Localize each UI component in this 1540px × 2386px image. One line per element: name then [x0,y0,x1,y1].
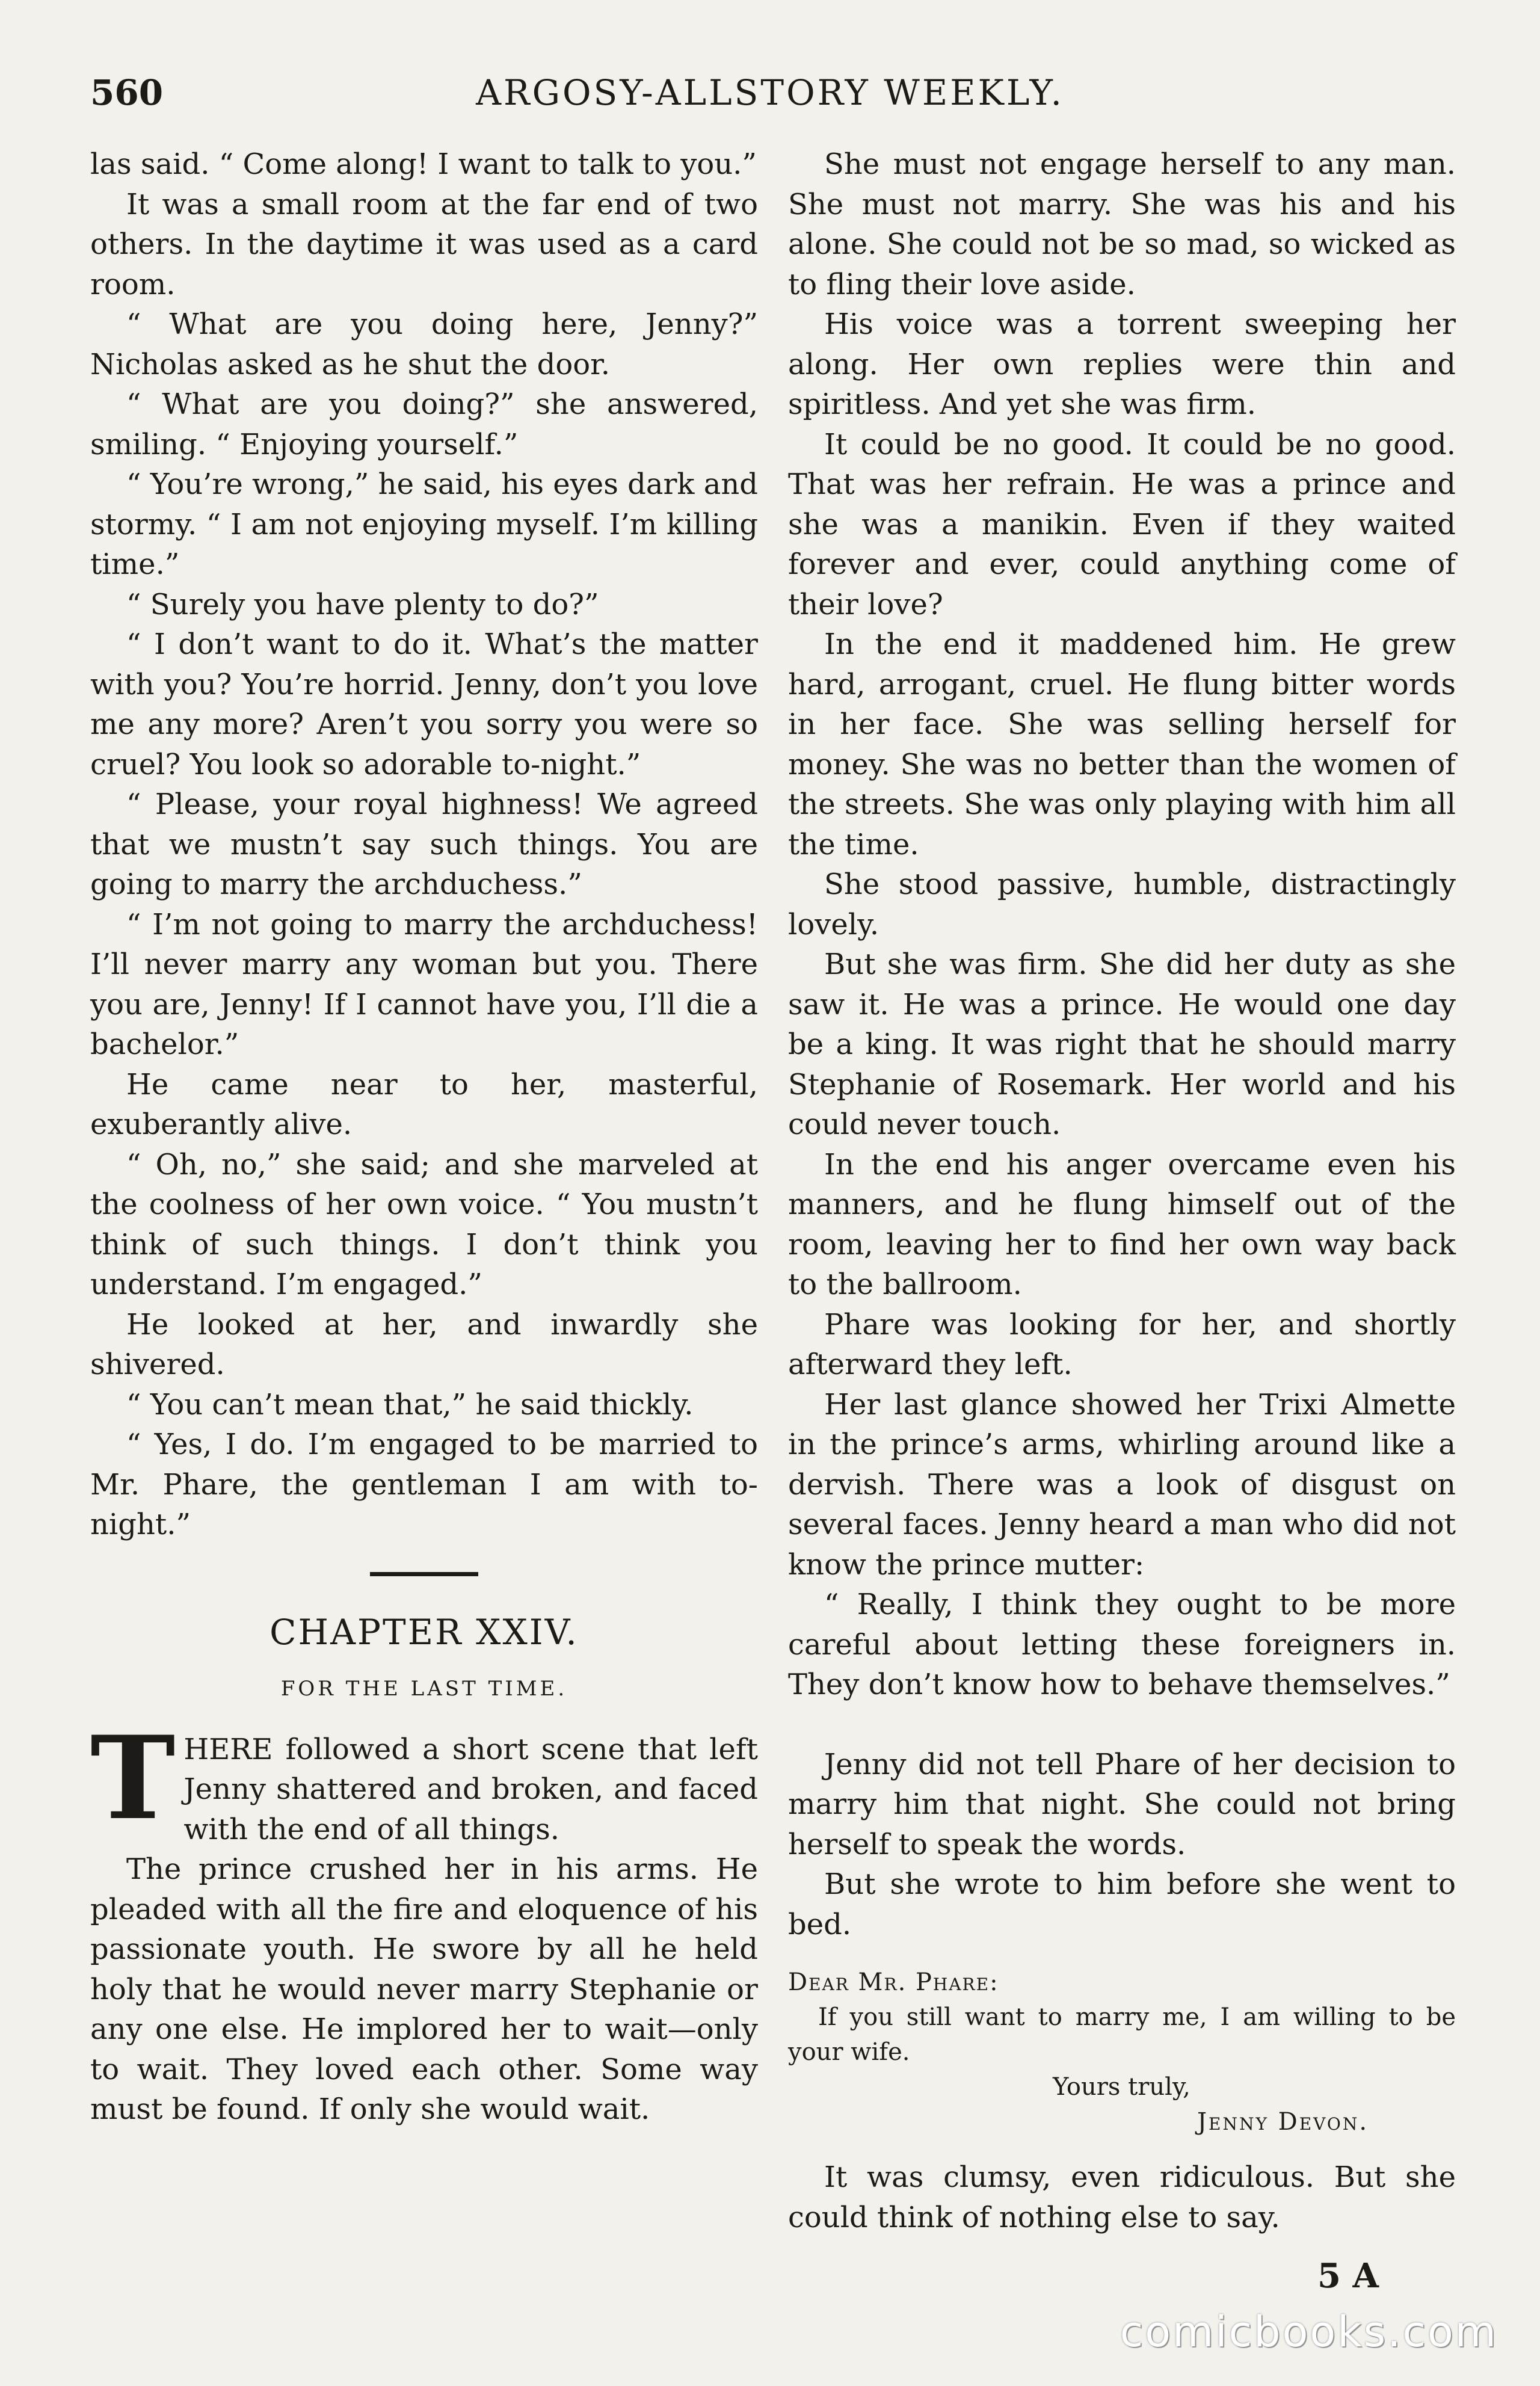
paragraph: He came near to her, masterful, exuberantly alive. [90,1067,758,1141]
paragraph: He looked at her, and inwardly she shivered. [90,1307,758,1381]
paragraph: She must not engage herself to any man. She must not marry. She was his and his alone. She could not be so mad, so wicked as to fling their love aside. [788,147,1456,301]
paragraph: But she was firm. She did her duty as she saw it. He was a prince. He would one day be a king. It was right that he should marry Stephanie of Rosemark. Her world and his could never touch. [788,948,1456,1141]
letter [788,1965,1456,2139]
paragraph: “ Really, I think they ought to be more careful about letting these foreigners in. They don’t know how to behave themselves.” [788,1588,1456,1701]
running-title: ARGOSY-ALLSTORY WEEKLY. [476,72,1064,113]
letter-signature: Jenny Devon. [1197,2108,1369,2136]
paragraph: Phare was looking for her, and shortly afterward they left. [788,1307,1456,1381]
paragraph: “ Surely you have plenty to do?” [126,587,599,621]
watermark: comicbooks.com [1120,2307,1498,2357]
paragraph: “ I don’t want to do it. What’s the matter with you? You’re horrid. Jenny, don’t you love me any more? Aren’t you sorry you were so cruel? You look so adorable to-night.” [90,627,758,781]
opening-paragraph: HERE followed a short scene that left Jenny shattered and broken, and faced with the end of all things. [183,1732,758,1846]
paragraph: She stood passive, humble, distractingly lovely. [788,868,1456,942]
paragraph: “ I’m not going to marry the archduchess! I’ll never marry any woman but you. There you are, Jenny! If I cannot have you, I’ll die a bachelor.” [90,907,758,1061]
printer-signature-mark: 5 A [1317,2256,1379,2296]
letter-closing: Yours truly, [1053,2073,1190,2101]
paragraph: The prince crushed her in his arms. He pleaded with all the fire and eloquence of his passionate youth. He swore by all he held holy that he would never marry Stephanie or any one else. He implored her to wait—only to wait. They loved each other. Some way must be found. If only she would wait. [90,1852,758,2126]
paragraph: In the end it maddened him. He grew hard, arrogant, cruel. He flung bitter words in her face. She was selling herself for money. She was no better than the women of the streets. She was only playing with him all the time. [788,627,1456,862]
paragraph: “ Yes, I do. I’m engaged to be married to Mr. Phare, the gentleman I am with to-night.” [90,1428,758,1541]
paragraph: “ You’re wrong,” he said, his eyes dark and stormy. “ I am not enjoying myself. I’m killing time.” [90,467,758,581]
chapter-title: CHAPTER XXIV. [270,1611,579,1653]
paragraph: “ What are you doing?” she answered, smiling. “ Enjoying yourself.” [90,387,758,461]
drop-cap: T [90,1710,176,1845]
paragraph: But she wrote to him before she went to bed. [788,1867,1456,1941]
paragraph: Jenny did not tell Phare of her decision to marry him that night. She could not bring herself to speak the words. [788,1747,1456,1861]
paragraph: las said. “ Come along! I want to talk to you.” [90,147,757,181]
chapter-opening [90,1710,758,1850]
paragraph: “ What are you doing here, Jenny?” Nicholas asked as he shut the door. [90,307,758,381]
page-number: 560 [90,72,164,113]
paragraph: “ You can’t mean that,” he said thickly. [126,1387,694,1422]
paragraph: His voice was a torrent sweeping her along. Her own replies were thin and spiritless. And yet she was firm. [788,307,1456,421]
letter-salutation: Dear Mr. Phare: [788,1968,999,1996]
chapter-subtitle: FOR THE LAST TIME. [280,1677,568,1701]
section-gap [788,1705,1456,1745]
paragraph: It was a small room at the far end of two others. In the daytime it was used as a card room. [90,187,758,301]
letter-body: If you still want to marry me, I am willing to be your wife. [788,2003,1456,2066]
left-column [90,144,758,2130]
paragraph: Her last glance showed her Trixi Almette in the prince’s arms, whirling around like a dervish. There was a look of disgust on several faces. Jenny heard a man who did not know the prince mutter: [788,1387,1456,1582]
page-header [90,72,1450,126]
paragraph: It was clumsy, even ridiculous. But she could think of nothing else to say. [788,2160,1456,2234]
section-divider [370,1572,478,1576]
right-column [788,144,1456,2237]
paragraph: “ Oh, no,” she said; and she marveled at the coolness of her own voice. “ You mustn’t think of such things. I don’t think you understand. I’m engaged.” [90,1147,758,1301]
paragraph: In the end his anger overcame even his manners, and he flung himself out of the room, leaving her to find her own way back to the ballroom. [788,1147,1456,1301]
paragraph: It could be no good. It could be no good. That was her refrain. He was a prince and she was a manikin. Even if they waited forever and ever, could anything come of their love? [788,427,1456,621]
paragraph: “ Please, your royal highness! We agreed that we mustn’t say such things. You are going to marry the archduchess.” [90,788,758,901]
